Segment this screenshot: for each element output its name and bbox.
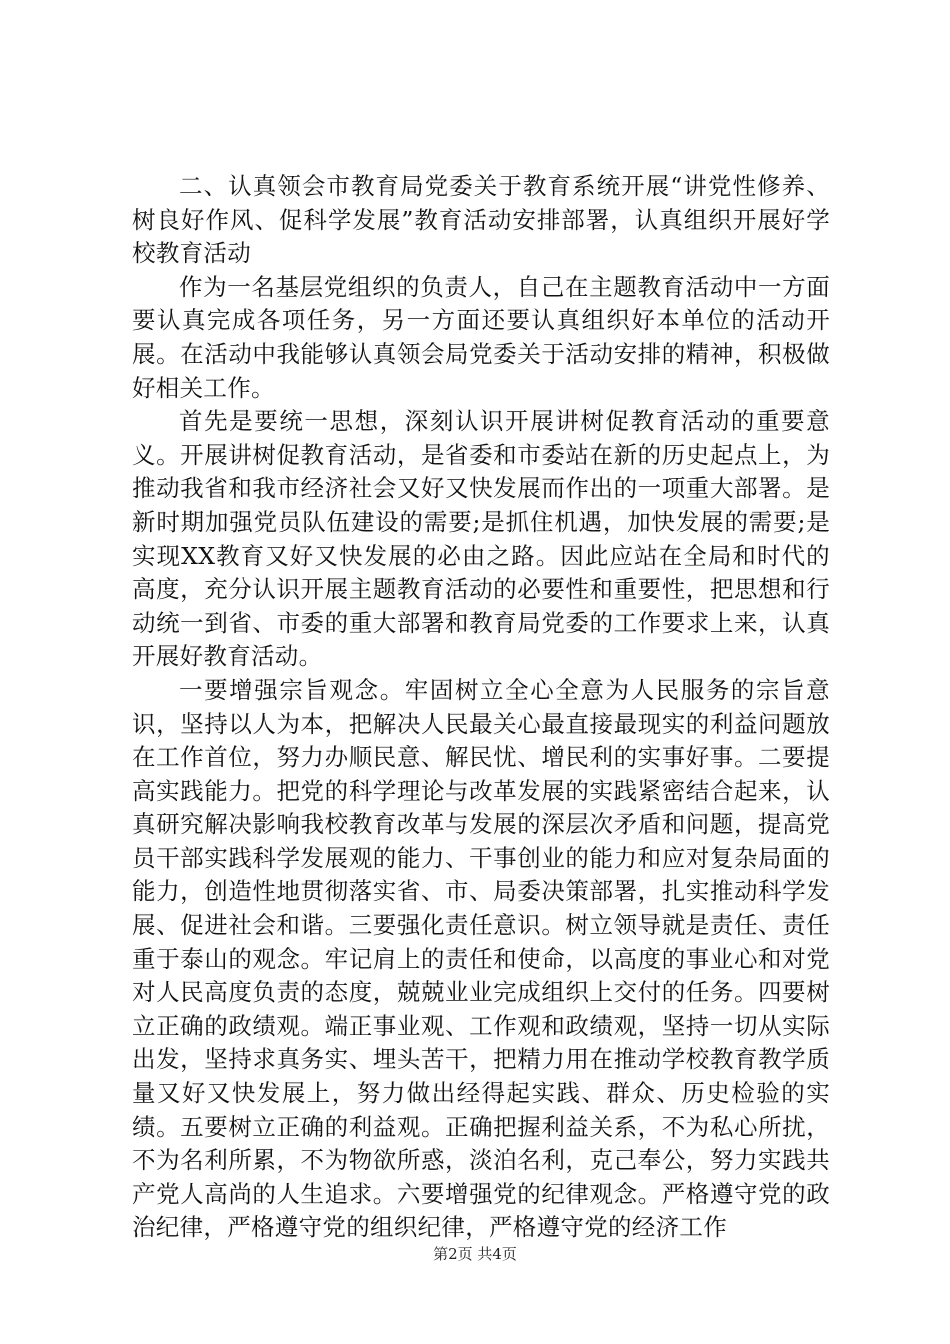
section-heading-paragraph: 二、认真领会市教育局党委关于教育系统开展“讲党性修养、树良好作风、促科学发展”教育活动安排部署，认真组织开展好学校教育活动 bbox=[132, 172, 830, 268]
document-body bbox=[132, 170, 830, 1245]
body-paragraph-requirements: 一要增强宗旨观念。牢固树立全心全意为人民服务的宗旨意识，坚持以人为本，把解决人民最关心最直接最现实的利益问题放在工作首位，努力办顺民意、解民忧、增民利的实事好事。二要提高实践能力。把党的科学理论与改革发展的实践紧密结合起来，认真研究解决影响我校教育改革与发展的深层次矛盾和问题，提高党员干部实践科学发展观的能力、干事创业的能力和应对复杂局面的能力，创造性地贯彻落实省、市、局委决策部署，扎实推动科学发展、促进社会和谐。三要强化责任意识。树立领导就是责任、责任重于泰山的观念。牢记肩上的责任和使命，以高度的事业心和对党对人民高度负责的态度，兢兢业业完成组织上交付的任务。四要树立正确的政绩观。端正事业观、工作观和政绩观，坚持一切从实际出发，坚持求真务实、埋头苦干，把精力用在推动学校教育教学质量又好又快发展上，努力做出经得起实践、群众、历史检验的实绩。五要树立正确的利益观。正确把握利益关系，不为私心所扰，不为名利所累，不为物欲所惑，淡泊名利，克己奉公，努力实践共产党人高尚的人生追求。六要增强党的纪律观念。严格遵守党的政治纪律，严格遵守党的组织纪律，严格遵守党的经济工作 bbox=[132, 675, 830, 1242]
body-paragraph-unify-thinking: 首先是要统一思想，深刻认识开展讲树促教育活动的重要意义。开展讲树促教育活动，是省委和市委站在新的历史起点上，为推动我省和我市经济社会又好又快发展而作出的一项重大部署。是新时期加强党员队伍建设的需要;是抓住机遇，加快发展的需要;是实现XX教育又好又快发展的必由之路。因此应站在全局和时代的高度，充分认识开展主题教育活动的必要性和重要性，把思想和行动统一到省、市委的重大部署和教育局党委的工作要求上来，认真开展好教育活动。 bbox=[132, 407, 830, 671]
body-paragraph-role: 作为一名基层党组织的负责人，自己在主题教育活动中一方面要认真完成各项任务，另一方面还要认真组织好本单位的活动开展。在活动中我能够认真领会局党委关于活动安排的精神，积极做好相关工作。 bbox=[132, 272, 830, 402]
page-number-footer: 第2页 共4页 bbox=[433, 1245, 517, 1263]
